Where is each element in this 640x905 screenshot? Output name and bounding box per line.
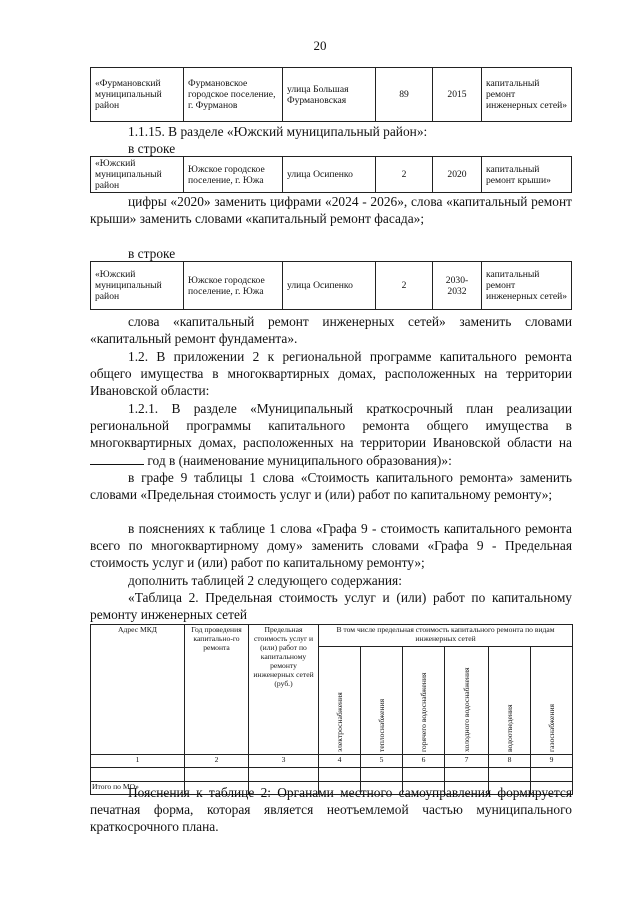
sub-label: газоснабжения (547, 703, 556, 752)
col-header-cost: Предельная стоимость услуг и (или) работ по капитальному ремонту инженерных сетей (руб.) (249, 625, 319, 755)
paragraph: дополнить таблицей 2 следующего содержания: (128, 573, 402, 588)
total-label: Итого по МО» (91, 782, 185, 795)
paragraph: 1.2. В приложении 2 к региональной программе капитального ремонта общего имущества в многоквартирных домах, расположенных на территории Ивановской области: (90, 349, 572, 399)
cell-work: капитальный ремонт инженерных сетей» (482, 262, 572, 310)
col-header-sub (403, 647, 445, 755)
blank-line (90, 452, 144, 465)
paragraph: цифры «2020» заменить цифрами «2024 - 2026», слова «капитальный ремонт крыши» заменить словами «капитальный ремонт фасада»; (90, 194, 572, 227)
table-caption: «Таблица 2. Предельная стоимость услуг и (или) работ по капитальному ремонту инженерных сетей (90, 590, 572, 623)
cell-work: капитальный ремонт инженерных сетей» (482, 68, 572, 122)
table-row-empty (91, 768, 573, 782)
paragraph-part: год в (наименование муниципального образования)»: (147, 452, 452, 468)
col-number: 8 (489, 755, 531, 768)
col-number: 4 (319, 755, 361, 768)
paragraph: Пояснения к таблице 2: Органами местного самоуправления формируется печатная форма, которая является неотъемлемой частью муниципального краткосрочного плана. (90, 785, 572, 835)
paragraph (90, 400, 572, 469)
col-number: 6 (403, 755, 445, 768)
cell-district: «Фурмановский муниципальный район (91, 68, 184, 122)
cell-year: 2030-2032 (433, 262, 482, 310)
col-header-sub (531, 647, 573, 755)
col-number: 3 (249, 755, 319, 768)
cell-house: 89 (376, 68, 433, 122)
col-number: 7 (445, 755, 489, 768)
col-header-group: В том числе предельная стоимость капитального ремонта по видам инженерных сетей (319, 625, 573, 647)
page-number: 20 (313, 38, 327, 53)
paragraph-part: 1.2.1. В разделе «Муниципальный краткосрочный план реализации региональной программы капитального ремонта общего имущества в многоквартирных домах, расположенных на территории Ивановской области на (90, 401, 572, 451)
table-yuzha-row-2 (90, 261, 572, 310)
col-header-sub (445, 647, 489, 755)
cell-year: 2015 (433, 68, 482, 122)
col-number: 1 (91, 755, 185, 768)
paragraph: в строке (128, 141, 176, 156)
cell-district: «Южский муниципальный район (91, 157, 184, 193)
sub-label: холодного водоснабжения (462, 667, 471, 752)
col-number: 5 (361, 755, 403, 768)
cell-street: улица Большая Фурмановская (283, 68, 376, 122)
sub-label: электроснабжения (335, 692, 344, 752)
cell-settlement: Южское городское поселение, г. Южа (184, 157, 283, 193)
sub-label: теплоснабжения (377, 698, 386, 752)
col-header-sub (489, 647, 531, 755)
col-header-address: Адрес МКД (91, 625, 185, 755)
cell-year: 2020 (433, 157, 482, 193)
col-header-sub (319, 647, 361, 755)
cell-settlement: Южское городское поселение, г. Южа (184, 262, 283, 310)
paragraph: слова «капитальный ремонт инженерных сетей» заменить словами «капитальный ремонт фундамента». (90, 314, 572, 347)
table-2 (90, 624, 573, 795)
cell-house: 2 (376, 262, 433, 310)
table-yuzha-row-1 (90, 156, 572, 193)
col-number: 2 (185, 755, 249, 768)
paragraph: в строке (128, 246, 176, 261)
table-furmanov-row (90, 67, 572, 122)
cell-work: капитальный ремонт крыши» (482, 157, 572, 193)
paragraph: в графе 9 таблицы 1 слова «Стоимость капитального ремонта» заменить словами «Предельная стоимость услуг и (или) работ по капитальному ремонту»; (90, 470, 572, 503)
cell-house: 2 (376, 157, 433, 193)
paragraph: 1.1.15. В разделе «Южский муниципальный район»: (128, 124, 428, 139)
col-header-sub (361, 647, 403, 755)
cell-street: улица Осипенко (283, 157, 376, 193)
sub-label: водоотведения (505, 704, 514, 752)
cell-district: «Южский муниципальный район (91, 262, 184, 310)
cell-street: улица Осипенко (283, 262, 376, 310)
cell-settlement: Фурмановское городское поселение, г. Фурманов (184, 68, 283, 122)
col-number: 9 (531, 755, 573, 768)
paragraph: в пояснениях к таблице 1 слова «Графа 9 - стоимость капитального ремонта всего по многоквартирному дому» заменить словами «Графа 9 - Предельная стоимость услуг и (или) работ по капитальному ремонту»; (90, 521, 572, 571)
sub-label: горячего водоснабжения (419, 672, 428, 752)
col-header-year: Год проведения капитально-го ремонта (185, 625, 249, 755)
